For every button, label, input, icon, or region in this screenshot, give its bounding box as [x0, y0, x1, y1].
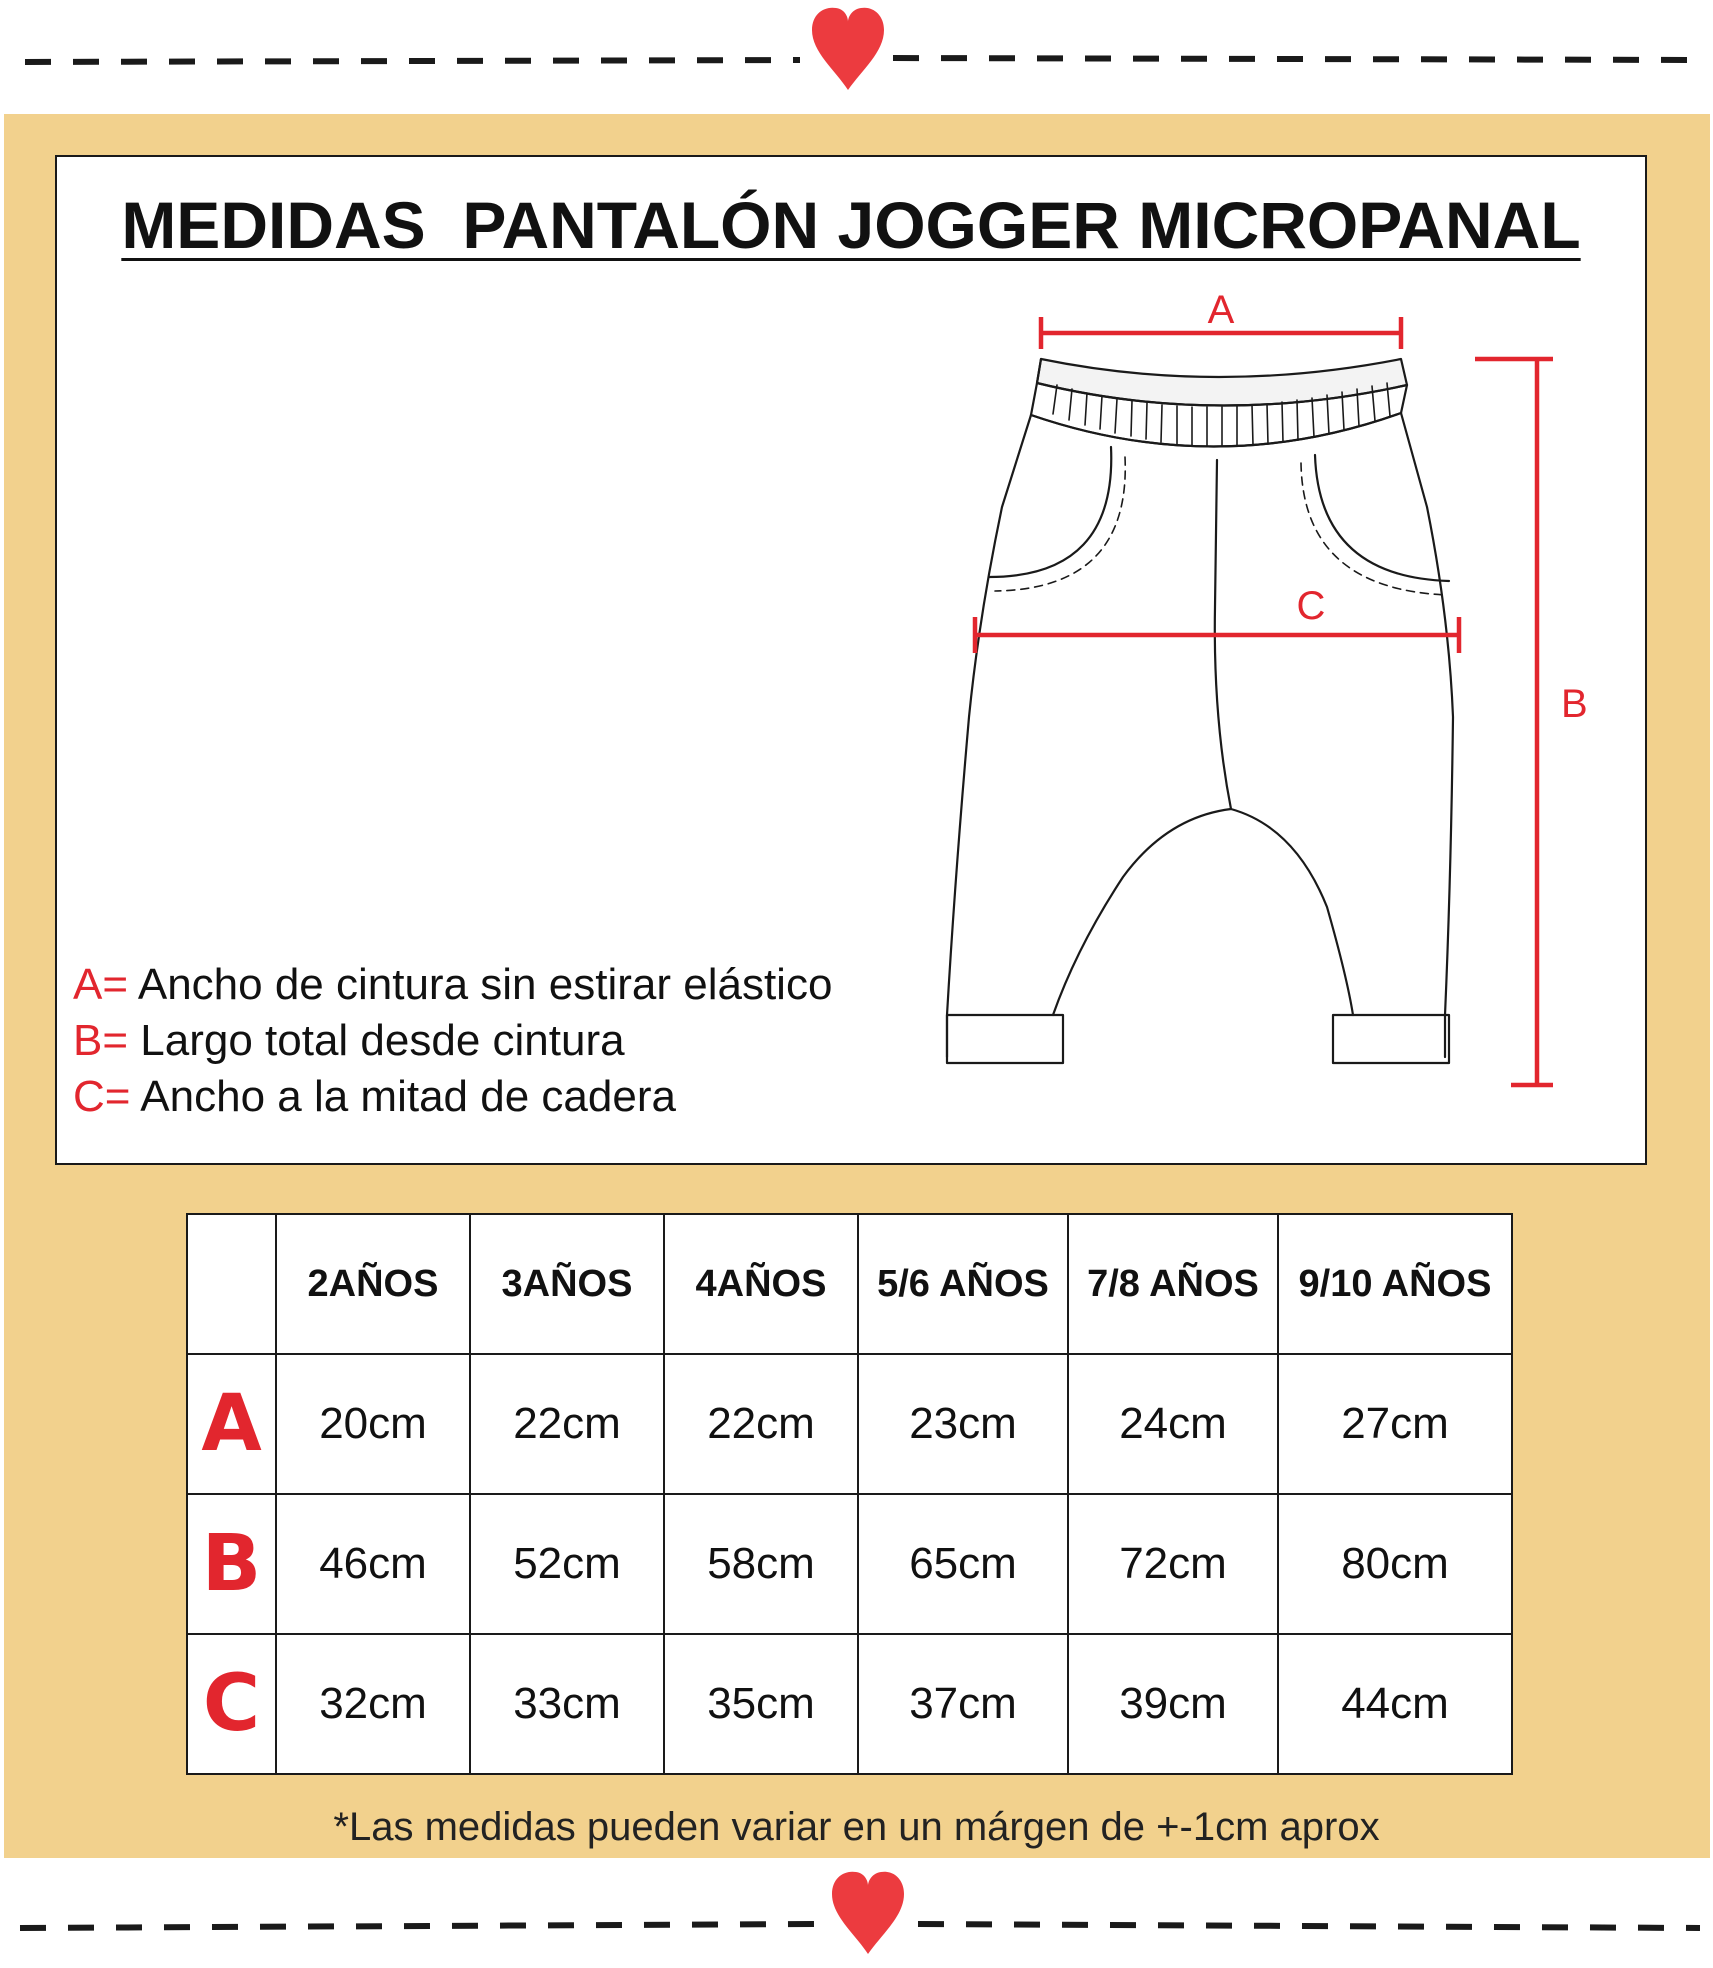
- table-header-empty: [187, 1214, 276, 1354]
- table-cell: 72cm: [1068, 1494, 1278, 1634]
- table-cell: 46cm: [276, 1494, 470, 1634]
- table-header-3-anos: 3AÑOS: [470, 1214, 664, 1354]
- heart-icon: [832, 1872, 904, 1954]
- table-cell: 35cm: [664, 1634, 858, 1774]
- table-cell: 24cm: [1068, 1354, 1278, 1494]
- row-key-c: C: [187, 1634, 276, 1774]
- measurement-diagram-panel: [55, 155, 1647, 1165]
- table-cell: 39cm: [1068, 1634, 1278, 1774]
- top-stitch-decoration: [0, 0, 1713, 115]
- disclaimer-note: *Las medidas pueden variar en un márgen de +-1cm aprox: [333, 1805, 1380, 1849]
- table-cell: 33cm: [470, 1634, 664, 1774]
- table-header-2-anos: 2AÑOS: [276, 1214, 470, 1354]
- table-cell: 44cm: [1278, 1634, 1512, 1774]
- table-header-7-8-anos: 7/8 AÑOS: [1068, 1214, 1278, 1354]
- table-cell: 58cm: [664, 1494, 858, 1634]
- page-title: MEDIDAS PANTALÓN JOGGER MICROPANAL: [121, 188, 1581, 262]
- table-row-b: [187, 1494, 1512, 1634]
- table-cell: 27cm: [1278, 1354, 1512, 1494]
- legend-row-c: C= Ancho a la mitad de cadera: [73, 1072, 676, 1121]
- legend-row-a: A= Ancho de cintura sin estirar elástico: [73, 960, 833, 1009]
- table-cell: 20cm: [276, 1354, 470, 1494]
- row-key-a: A: [187, 1354, 276, 1494]
- legend: [73, 957, 832, 1125]
- row-key-b: B: [187, 1494, 276, 1634]
- table-row-c: [187, 1634, 1512, 1774]
- table-header-9-10-anos: 9/10 AÑOS: [1278, 1214, 1512, 1354]
- table-cell: 32cm: [276, 1634, 470, 1774]
- table-cell: 80cm: [1278, 1494, 1512, 1634]
- table-row-a: [187, 1354, 1512, 1494]
- bottom-stitch-decoration: [0, 1858, 1713, 1968]
- table-cell: 22cm: [470, 1354, 664, 1494]
- table-header-5-6-anos: 5/6 AÑOS: [858, 1214, 1068, 1354]
- diagram-label-c: C: [1296, 584, 1326, 628]
- table-header-row: [187, 1214, 1512, 1354]
- diagram-label-a: A: [1207, 288, 1235, 332]
- table-cell: 65cm: [858, 1494, 1068, 1634]
- table-cell: 52cm: [470, 1494, 664, 1634]
- table-cell: 37cm: [858, 1634, 1068, 1774]
- table-cell: 22cm: [664, 1354, 858, 1494]
- heart-icon: [812, 8, 884, 90]
- diagram-label-b: B: [1561, 682, 1588, 726]
- table-cell: 23cm: [858, 1354, 1068, 1494]
- size-table: [186, 1213, 1513, 1775]
- legend-row-b: B= Largo total desde cintura: [73, 1016, 625, 1065]
- table-header-4-anos: 4AÑOS: [664, 1214, 858, 1354]
